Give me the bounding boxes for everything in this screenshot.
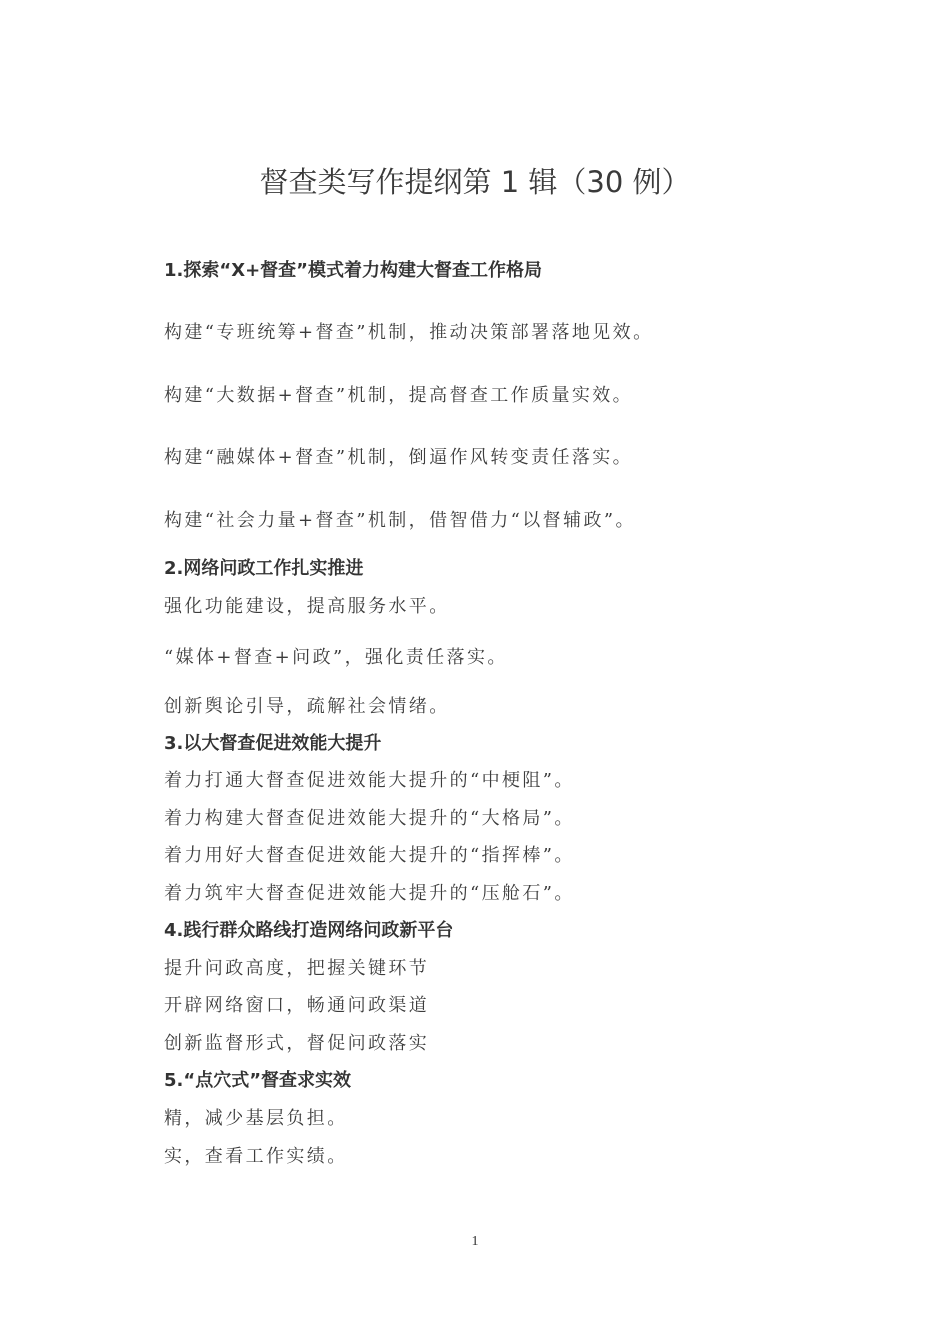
page-number: 1 [471,1234,479,1249]
section-item: “媒体+督查+问政”，强化责任落实。 [164,647,508,668]
section-item: 构建“大数据+督查”机制，提高督查工作质量实效。 [164,385,634,406]
section-heading: 2.网络问政工作扎实推进 [164,558,364,579]
section-item: 开辟网络窗口，畅通问政渠道 [164,995,430,1016]
section-item: 提升问政高度，把握关键环节 [164,958,430,979]
section-item: 强化功能建设，提高服务水平。 [164,596,450,617]
section-item: 着力用好大督查促进效能大提升的“指挥棒”。 [164,845,575,866]
document-title: 督查类写作提纲第 1 辑（30 例） [259,165,691,199]
section-heading: 1.探索“X+督查”模式着力构建大督查工作格局 [164,260,542,281]
section-heading: 5.“点穴式”督查求实效 [164,1070,352,1091]
section-item: 构建“社会力量+督查”机制，借智借力“以督辅政”。 [164,510,636,531]
section-item: 着力构建大督查促进效能大提升的“大格局”。 [164,808,575,829]
section-item: 着力打通大督查促进效能大提升的“中梗阻”。 [164,770,575,791]
section-item: 构建“专班统筹+督查”机制，推动决策部署落地见效。 [164,322,654,343]
section-item: 构建“融媒体+督查”机制，倒逼作风转变责任落实。 [164,447,634,468]
section-item: 精，减少基层负担。 [164,1108,348,1129]
section-heading: 3.以大督查促进效能大提升 [164,733,382,754]
section-item: 创新监督形式，督促问政落实 [164,1033,430,1054]
section-item: 创新舆论引导，疏解社会情绪。 [164,696,450,717]
section-item: 着力筑牢大督查促进效能大提升的“压舱石”。 [164,883,575,904]
section-item: 实，查看工作实绩。 [164,1146,348,1167]
section-heading: 4.践行群众路线打造网络问政新平台 [164,920,454,941]
